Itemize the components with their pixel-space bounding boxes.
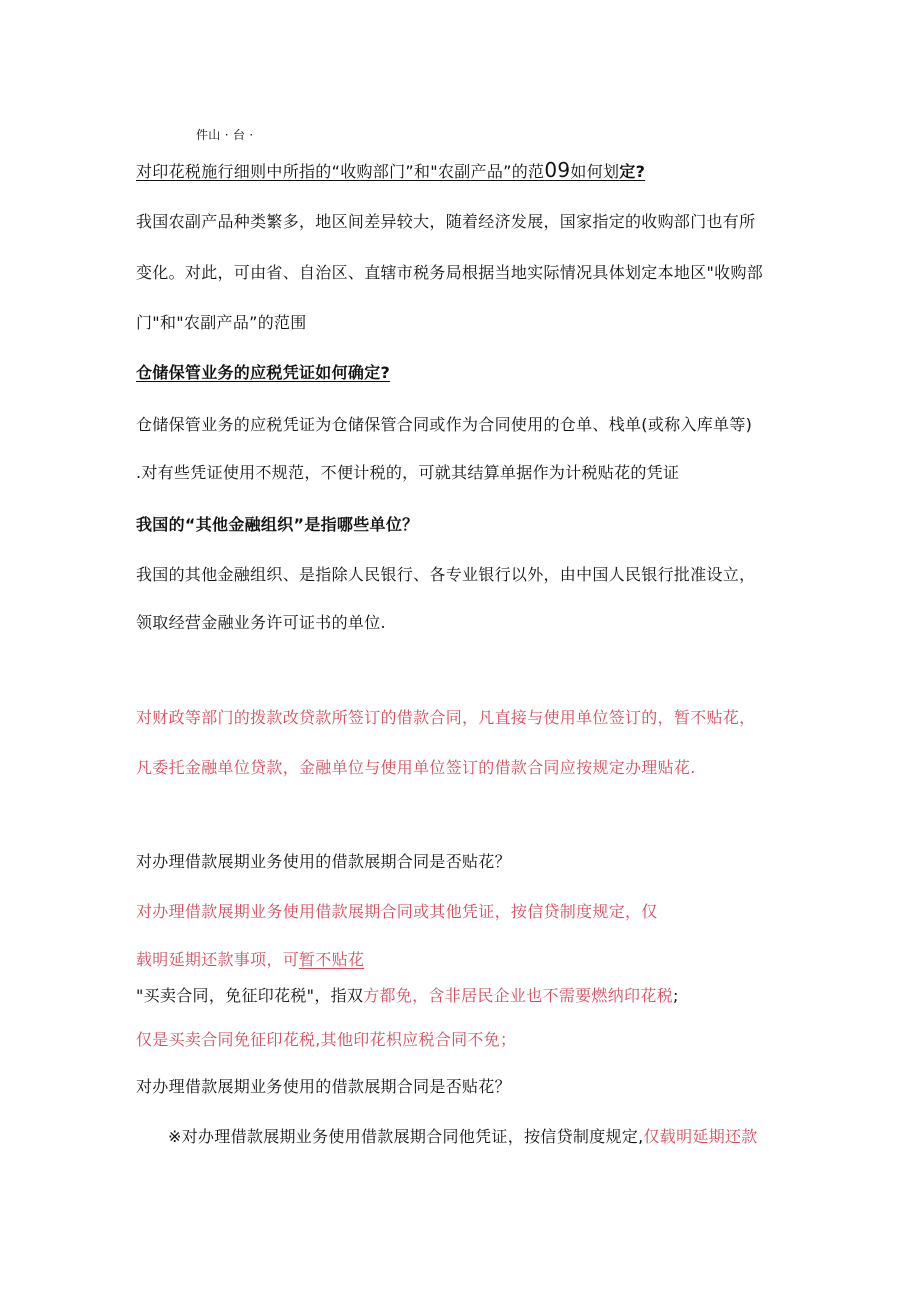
question-4: 对办理借款展期业务使用的借款展期合同是否贴花？ <box>136 852 511 871</box>
question-3: 我国的“其他金融组织”是指哪些单位？ <box>136 515 419 534</box>
answer-2-line-2: .对有些凭证使用不规范，不便计税的，可就其结算单据作为计税贴花的凭证 <box>136 463 680 482</box>
note-1: "买卖合同，免征印花税"，指双方都免，含非居民企业也不需要燃纳印花税; <box>136 986 679 1005</box>
answer-4-line-1: 对办理借款展期业务使用借款展期合同或其他凭证，按信贷制度规定，仅 <box>136 902 658 921</box>
answer-1-line-2: 变化。对此，可由省、自治区、直辖市税务局根据当地实际情况具体划定本地区"收购部 <box>136 263 764 282</box>
answer-1-line-1: 我国农副产品种类繁多，地区间差异较大，随着经济发展，国家指定的收购部门也有所 <box>136 212 756 231</box>
red-paragraph-line-2: 凡委托金融单位贷款，金融单位与使用单位签订的借款合同应按规定办理贴花. <box>136 758 696 777</box>
answer-5-line-1: ※对办理借款展期业务使用借款展期合同他凭证，按信贷制度规定,仅载明延期还款 <box>168 1127 758 1146</box>
answer-4-line-2: 载明延期还款事项，可暂不贴花 <box>136 950 365 969</box>
question-1: 对印花税施行细则中所指的“收购部门”和"农副产品”的范09如何划定? <box>136 158 646 182</box>
answer-1-line-3: 门"和"农副产品”的范围 <box>136 313 307 332</box>
red-paragraph-line-1: 对财政等部门的拨款改贷款所签订的借款合同，凡直接与使用单位签订的，暂不贴花， <box>136 708 756 727</box>
question-5: 对办理借款展期业务使用的借款展期合同是否贴花？ <box>136 1077 511 1096</box>
question-2: 仓储保管业务的应税凭证如何确定? <box>136 363 391 382</box>
answer-2-line-1: 仓储保管业务的应税凭证为仓储保管合同或作为合同使用的仓单、栈单(或称入库单等) <box>136 415 753 434</box>
note-2: 仅是买卖合同免征印花税,其他印花枳应税合同不免； <box>136 1030 517 1049</box>
answer-3-line-2: 领取经营金融业务许可证书的单位. <box>136 613 386 632</box>
answer-3-line-1: 我国的其他金融组织、是指除人民银行、各专业银行以外，由中国人民银行批准设立， <box>136 565 756 584</box>
header-mark: 件山 · 台 · <box>196 128 254 142</box>
